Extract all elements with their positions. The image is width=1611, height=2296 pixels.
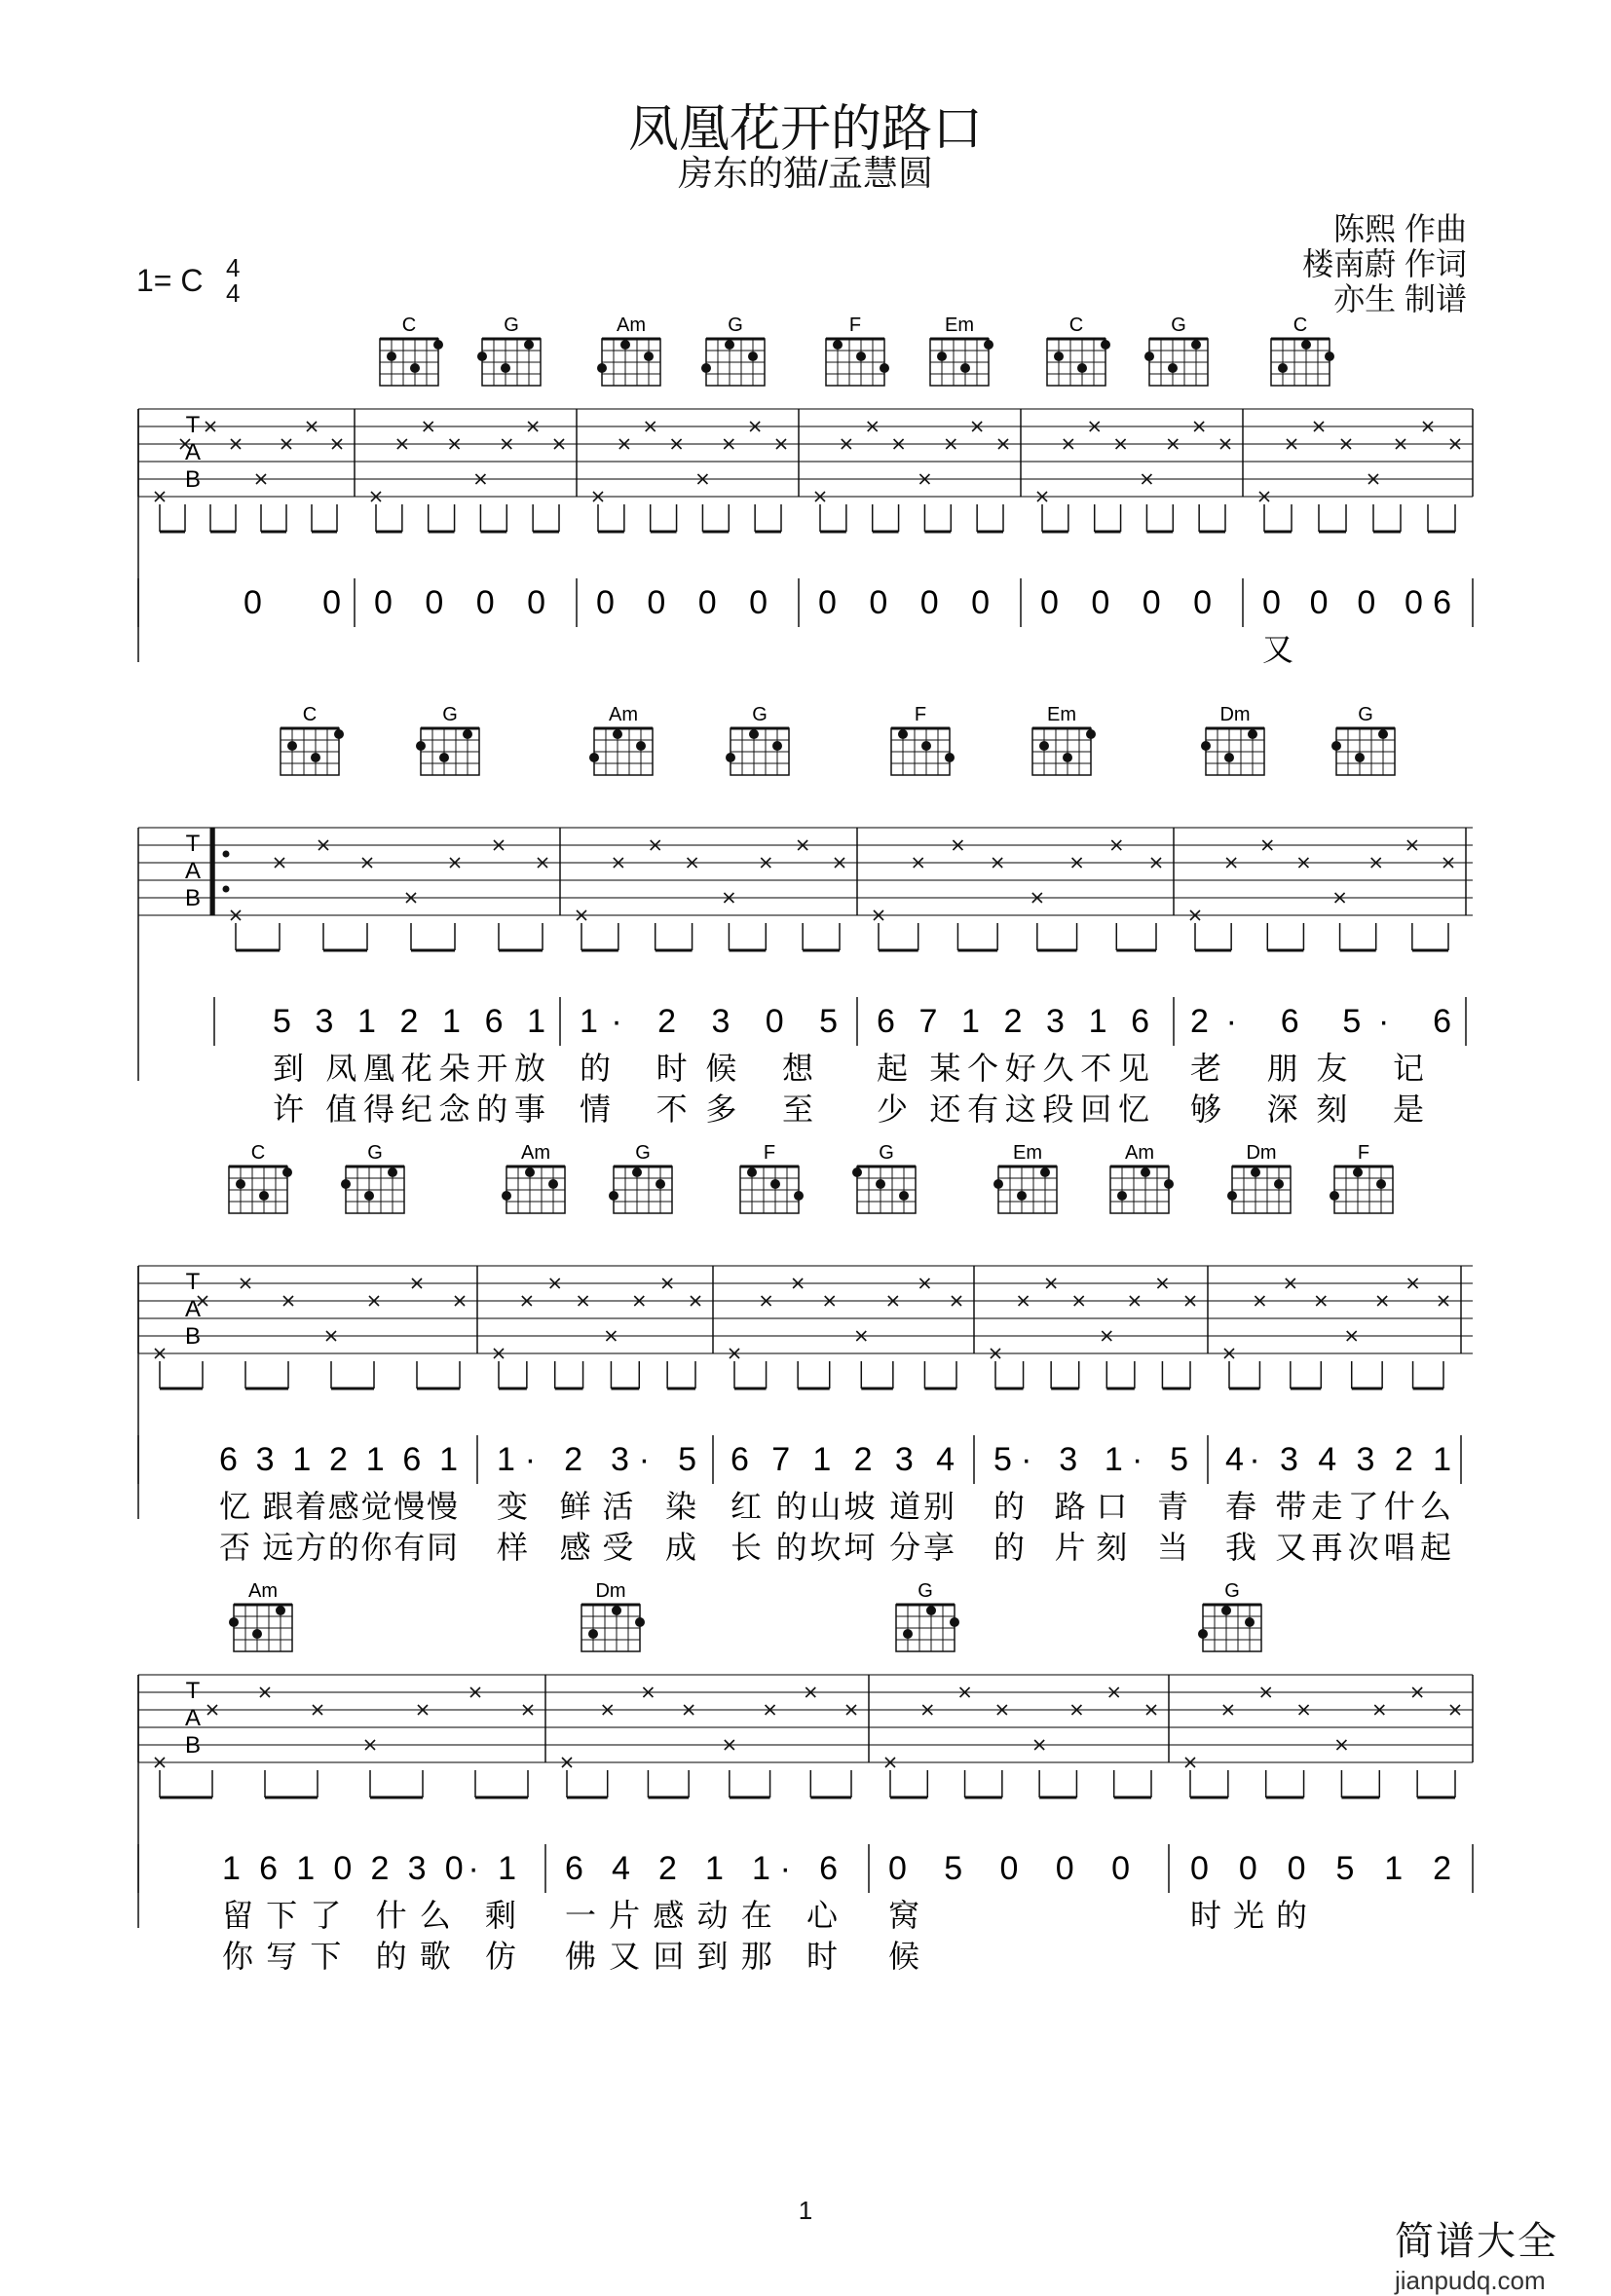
lyric-line-1: 变 鲜活 染 [497,1489,696,1524]
lyric-line-1: 的 路口 青 [993,1489,1188,1524]
chord-diagram [726,704,789,775]
lyric-line-1: 忆 跟着感觉慢慢 [219,1489,458,1524]
jianpu-measure: 0 0 [244,584,341,621]
chord-name: C [1068,315,1084,336]
chord-name: F [763,1142,776,1164]
chord-name: Dm [1246,1142,1277,1164]
tab-clef-letter: T [185,1678,201,1704]
chord-diagram [1330,1142,1393,1213]
lyric-line-1: 留下了 什么 剩 [222,1898,516,1933]
lyric-line-2: 够 深刻 是 [1190,1092,1424,1127]
chord-diagram [1227,1142,1291,1213]
chord-diagram [1201,704,1264,775]
credit-composer: 陈熙 作曲 [1333,211,1467,246]
jianpu-measure: 5 3 1 2 1 6 1 [273,1003,545,1040]
jianpu-measure: 0 0 0 5 1 2 [1190,1850,1451,1887]
system-4 [0,1577,1611,2025]
chord-diagram [1032,704,1096,775]
chord-diagram [930,315,993,386]
chord-name: G [635,1142,651,1164]
jianpu-measure: 6 7 1 2 3 4 [731,1441,955,1478]
lyric-line-1: 到 凤凰花朵开放 [273,1051,545,1086]
site-logo [1395,2210,1558,2296]
chord-diagram [826,315,889,386]
jianpu-measure: 4· 3 4 3 2 1 [1225,1441,1451,1478]
system-3 [0,1139,1611,1587]
chord-name: G [752,704,768,725]
chord-diagram [281,704,344,775]
chord-name: Am [1125,1142,1154,1164]
chord-diagram [1144,315,1208,386]
chord-diagram [1331,704,1395,775]
lyric-line-2: 样 感受 成 [497,1530,696,1565]
jianpu-measure: 1· 2 3· 5 [497,1441,696,1478]
chord-name: Dm [595,1580,626,1602]
system-2 [0,701,1611,1149]
chord-name: Am [248,1580,278,1602]
song-title: 凤凰花开的路口 [627,101,983,158]
chord-diagram [341,1142,404,1213]
jianpu-measure: 0 0 0 0 [818,584,990,621]
jianpu-measure: 0 0 0 0 [1040,584,1212,621]
chord-name: Am [521,1142,550,1164]
jianpu-measure: 0 0 0 06 [1262,584,1451,621]
chord-name: F [914,704,927,725]
chord-diagram [1110,1142,1174,1213]
chord-diagram [609,1142,672,1213]
chord-diagram [993,1142,1057,1213]
repeat-dot [223,851,230,858]
tab-clef-letter: B [184,885,202,911]
lyric-line-2: 少 还有这段回忆 [877,1092,1149,1127]
chord-diagram [740,1142,804,1213]
lyric-line-1: 窝 [888,1898,920,1933]
tab-clef-letter: B [184,1323,202,1350]
chord-diagram [597,315,660,386]
lyric-line-1: 起 某个好久不见 [877,1051,1149,1086]
chord-diagram [589,704,653,775]
chord-name: G [1171,315,1186,336]
jianpu-measure: 0 5 0 0 0 [888,1850,1130,1887]
tab-clef-letter: A [184,1705,202,1731]
lyric-line-2: 许 值得纪念的事 [273,1092,545,1127]
tab-clef-letter: T [185,412,201,438]
tab-clef-letter: T [185,1269,201,1295]
tab-clef-letter: B [184,466,202,493]
chord-name: C [401,315,417,336]
credit-arranger: 亦生 制谱 [1333,281,1467,316]
jianpu-measure: 6 4 2 1 1· 6 [565,1850,838,1887]
time-top: 4 [226,253,241,282]
chord-name: Dm [1219,704,1251,725]
chord-name: G [728,315,743,336]
chord-diagram [380,315,443,386]
chord-diagram [1047,315,1110,386]
jianpu-measure: 1 6 1 0 2 3 0· 1 [222,1850,516,1887]
chord-name: G [1358,704,1373,725]
chord-name: G [367,1142,383,1164]
tab-clef-letter: A [184,439,202,465]
page-number: 1 [798,2196,813,2225]
tab-clef-letter: B [184,1732,202,1759]
repeat-dot [223,886,230,893]
chord-name: Am [617,315,646,336]
jianpu-measure: 2· 6 5· 6 [1190,1003,1451,1040]
chord-diagram [852,1142,916,1213]
chord-name: C [250,1142,266,1164]
lyric-line-1: 一片感动在 心 [565,1898,838,1933]
jianpu-measure: 0 0 0 0 [374,584,545,621]
jianpu-measure: 5· 3 1· 5 [993,1441,1188,1478]
lyric-line-2: 佛又回到那 时 [565,1939,838,1974]
chord-diagram [229,1580,292,1651]
key-signature: 1= C [136,263,204,298]
lyric-line-1: 的 时候 想 [580,1051,813,1086]
jianpu-measure: 0 0 0 0 [596,584,768,621]
chord-name: F [848,315,862,336]
lyric-line-2: 我 又再次唱起 [1225,1530,1451,1565]
chord-name: G [879,1142,894,1164]
chord-diagram [229,1142,292,1213]
chord-name: Am [609,704,638,725]
chord-name: Em [1047,704,1076,725]
tab-clef-letter: A [184,1296,202,1322]
chord-name: G [504,315,519,336]
jianpu-measure: 6 7 1 2 3 1 6 [877,1003,1149,1040]
chord-diagram [1198,1580,1261,1651]
chord-diagram [416,704,479,775]
chord-diagram [891,704,955,775]
chord-name: Em [945,315,974,336]
chord-diagram [477,315,541,386]
chord-diagram [701,315,765,386]
chord-diagram [581,1580,645,1651]
tab-clef-letter: A [184,858,202,884]
time-bottom: 4 [226,278,241,308]
logo-text: 简谱大全 [1395,2220,1558,2263]
chord-diagram [1271,315,1334,386]
lyric-line-2: 长 的坎坷 分享 [731,1530,955,1565]
lyric-line-2: 你写下 的歌 仿 [222,1939,516,1974]
time-signature [226,255,240,306]
jianpu-measure: 1· 2 3 0 5 [580,1003,838,1040]
chord-name: Em [1013,1142,1042,1164]
lyric-line-1: 春 带走了什么 [1225,1489,1451,1524]
logo-url: jianpudq.com [1395,2266,1546,2295]
lyric-line-1: 红 的山坡 道别 [731,1489,955,1524]
lyric-line-2: 否 远方的你有同 [219,1530,458,1565]
jianpu-measure: 6 3 1 2 1 6 1 [219,1441,458,1478]
lyric-line-2: 候 [888,1939,920,1974]
chord-diagram [896,1580,959,1651]
song-artist: 房东的猫/孟慧圆 [677,153,933,193]
tab-clef-letter: T [185,831,201,857]
chord-name: F [1357,1142,1370,1164]
credit-lyricist: 楼南蔚 作词 [1302,246,1467,281]
chord-diagram [502,1142,565,1213]
chord-name: G [442,704,458,725]
chord-name: G [918,1580,933,1602]
chord-name: C [302,704,318,725]
lyric-line-1: 老 朋友 记 [1190,1051,1424,1086]
lyric-line-1: 时光的 [1190,1898,1307,1933]
chord-name: G [1224,1580,1240,1602]
chord-name: C [1293,315,1308,336]
lyric-line-2: 情 不多 至 [580,1092,813,1127]
lyric-line-2: 的 片刻 当 [993,1530,1188,1565]
system-1 [0,312,1611,701]
lyric-line-1: 又 [1262,632,1294,667]
